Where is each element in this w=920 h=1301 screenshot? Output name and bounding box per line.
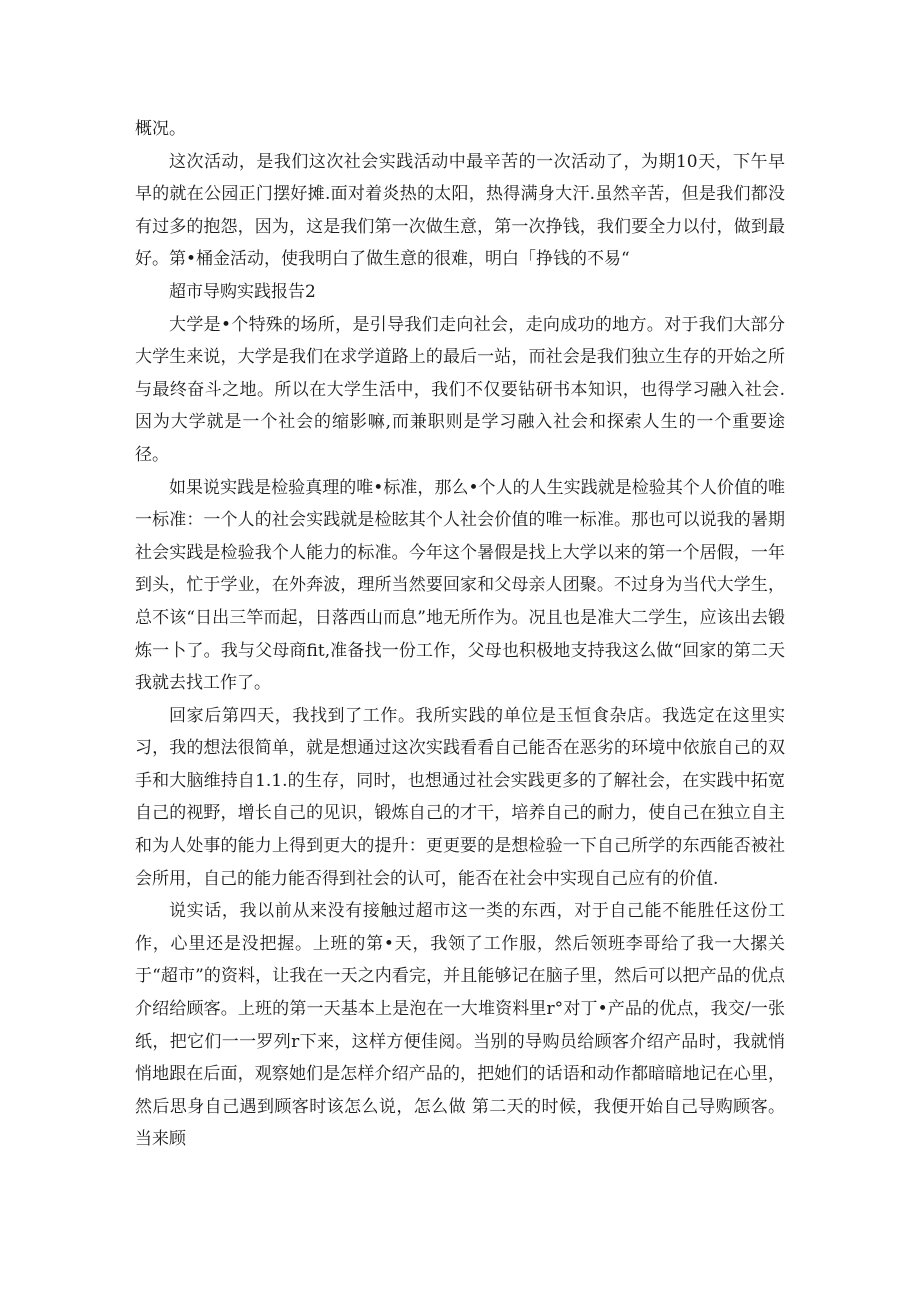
paragraph-fragment: 概况。 (135, 119, 186, 139)
paragraph: 说实话，我以前从来没有接触过超市这一类的东西，对于自己能不能胜任这份工作，心里还是没把握。上班的第•天，我领了工作服，然后领班李哥给了我一大摞关于“超市”的资料，让我在一天之内看完，并且能够记在脑子里，然后可以把产品的优点介绍给顾客。上班的第一天基本上是泡在一大堆资料里r°对丁•产品的优点，我交/一张纸，把它们一一罗列r下来，这样方便佳阅。当别的导购员给顾客介绍产品时，我就悄悄地跟在后面，观察她们是怎样介绍产品的，把她们的话语和动作都暗暗地记在心里，然后思身自己遇到顾客时该怎么说，怎么做 第二天的时候，我便开始自己导购顾客。当来顾 (135, 901, 785, 1150)
paragraph: 回家后第四天，我找到了工作。我所实践的单位是玉恒食杂店。我选定在这里实习，我的想法很简单，就是想通过这次实践看看自己能否在恶劣的环境中依旅自己的双手和大脑维持自1.1.的生存，同时，也想通过社会实践更多的了解社会，在实践中拓宽自己的视野，增长自己的见识，锻炼自己的才干，培养自己的耐力，使自己在独立自主和为人处事的能力上得到更大的提升：更更要的是想检验一下自己所学的东西能否被社会所用，自己的能力能否得到社会的认可，能否在社会中实现自己应有的价值. (135, 705, 785, 889)
paragraph: 大学是•个特殊的场所，是引导我们走向社会，走向成功的地方。对于我们大部分大学生来说，大学是我们在求学道路上的最后一站，而社会是我们独立生存的开始之所与最终奋斗之地。所以在大学生活中，我们不仅要钻研书本知识，也得学习融入社会.因为大学就是一个社会的缩影嘛,而兼职则是学习融入社会和探索人生的一个重要途径。 (135, 314, 785, 465)
section-title: 超市导购实践报告2 (169, 281, 316, 302)
paragraph: 这次活动，是我们这次社会实践活动中最辛苦的一次活动了，为期10天，下午早早的就在公园正门摆好摊.面对着炎热的太阳，热得满身大汗.虽然辛苦，但是我们都没有过多的抱怨，因为，这是我们第一次做生意，第一次挣钱，我们要全力以付，做到最好。第•桶金活动，使我明白了做生意的很难，明白「挣钱的不易“ (135, 151, 785, 270)
paragraph: 如果说实践是检验真理的唯•标准，那么•个人的人生实践就是检验其个人价值的唯一标准：一个人的社会实践就是检眩其个人社会价值的唯一标准。那也可以说我的暑期社会实践是检验我个人能力的标准。今年这个暑假是找上大学以来的第一个居假，一年到头，忙于学业，在外奔波，理所当然要回家和父母亲人团聚。不过身为当代大学生，总不该“日出三竿而起，日落西山而息”地无所作为。况且也是准大二学生，应该出去锻炼一卜了。我与父母商fit,准备找一份工作，父母也积极地支持我这么做“回家的第二天我就去找工作了。 (135, 477, 785, 694)
document-body (135, 113, 785, 1156)
